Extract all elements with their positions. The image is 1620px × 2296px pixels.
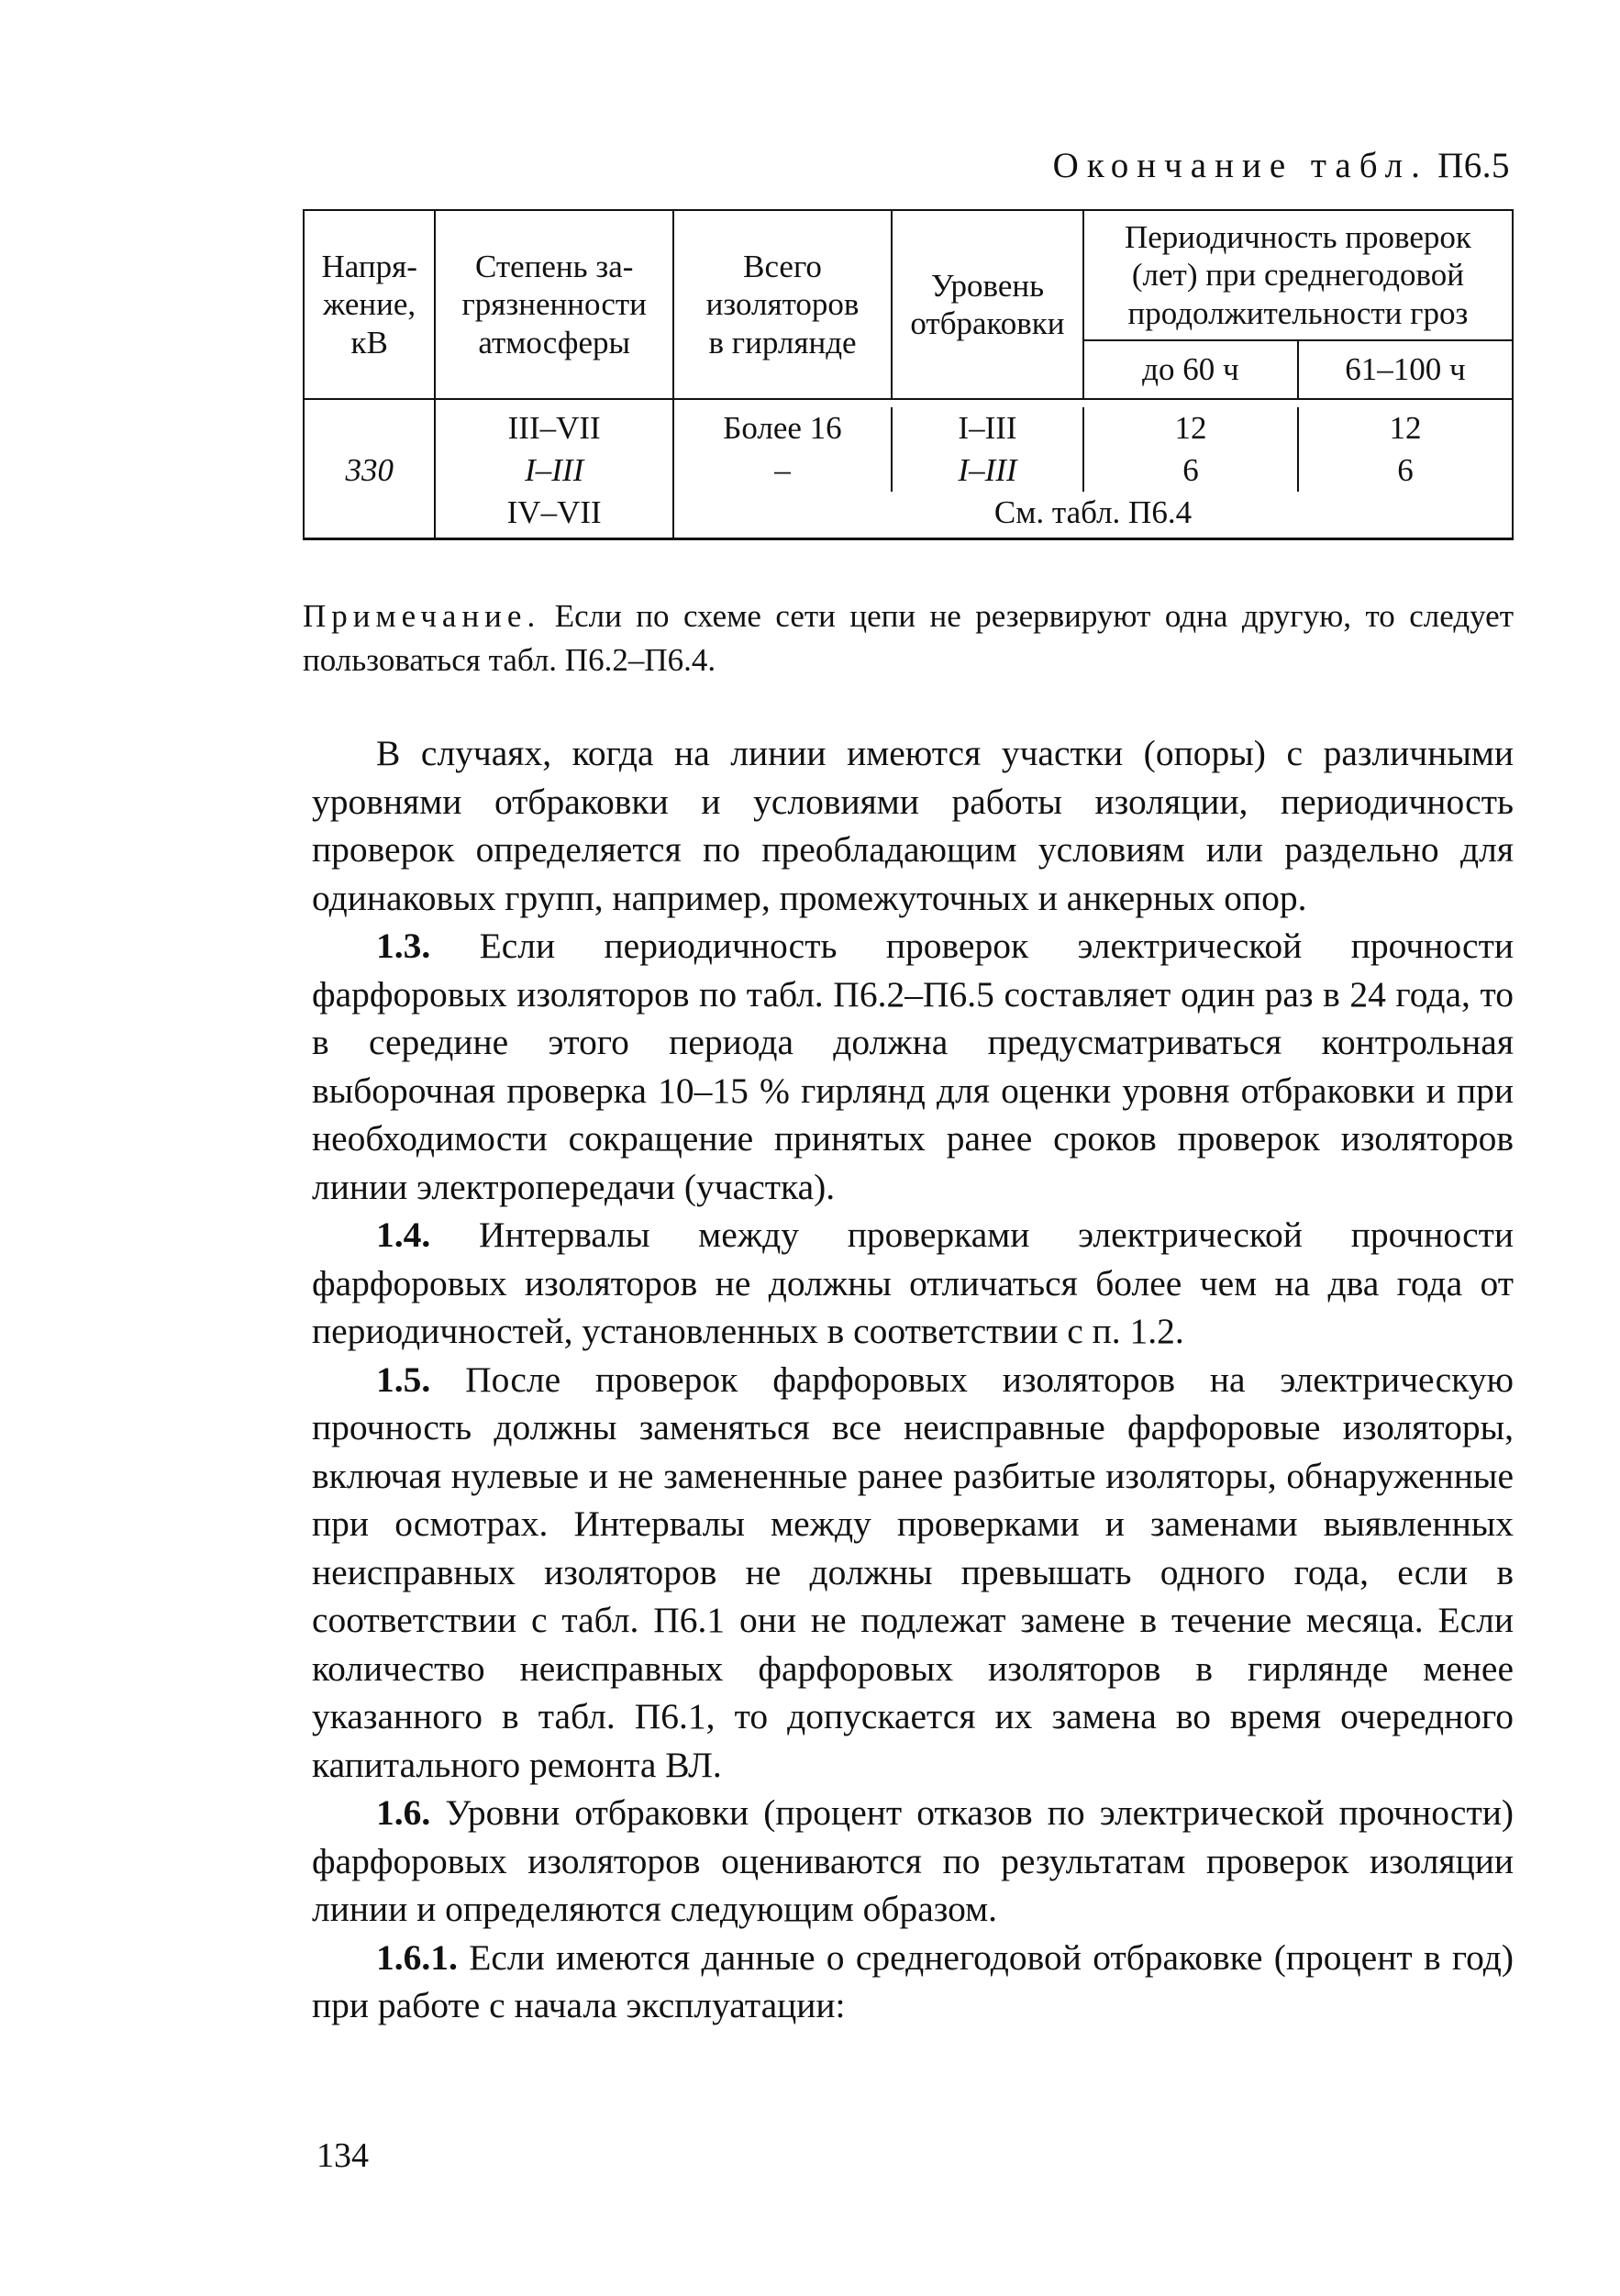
body-text	[312, 729, 1514, 2030]
paragraph-1-4-text: Интервалы между проверками электрической прочности фарфоровых изоляторов не должны отличаться более чем на два года от периодичностей, установленных в соответствии с п. 1.2.	[312, 1215, 1515, 1351]
note-text: Если по схеме сети цепи не резервируют одна другую, то следует пользоваться табл. П6.2–П6.4.	[303, 598, 1515, 678]
header-61-100h: 61–100 ч	[1298, 340, 1513, 399]
paragraph-1-6-number: 1.6.	[376, 1792, 431, 1833]
paragraph-1-6	[312, 1789, 1514, 1934]
period-a-row-2: 6	[1182, 452, 1199, 488]
header-voltage: Напря- жение, кВ	[304, 210, 435, 399]
paragraph-1-4	[312, 1211, 1514, 1356]
header-reject-level: Уровень отбраковки	[892, 210, 1083, 399]
level-row-1: I–III	[891, 407, 1084, 449]
table-note	[303, 594, 1514, 682]
periodicity-table	[303, 209, 1514, 540]
table-caption	[1053, 145, 1510, 186]
paragraph-intro-text: В случаях, когда на линии имеются участки (опоры) с различными уровнями отбраковки и условиями работы изоляции, периодичность проверок определяется по преобладающим условиям или раздельно для одинаковых групп, например, промежуточных и анкерных опор.	[312, 733, 1514, 918]
cell-voltage-330: 330	[304, 399, 435, 539]
cell-pollution-group	[435, 399, 673, 539]
page-number: 134	[316, 2136, 369, 2175]
pollution-row-3: IV–VII	[506, 494, 602, 530]
pollution-row-2: I–III	[525, 452, 584, 488]
total-row-2: –	[774, 452, 791, 488]
paragraph-1-6-1	[312, 1934, 1514, 2030]
pollution-row-1: III–VII	[507, 410, 601, 446]
level-row-2: I–III	[891, 449, 1084, 492]
paragraph-intro	[312, 729, 1514, 922]
paragraph-1-3	[312, 922, 1514, 1211]
table-caption-label: Окончание табл.	[1052, 146, 1428, 185]
period-b-row-1: 12	[1297, 407, 1512, 449]
paragraph-1-4-number: 1.4.	[376, 1215, 431, 1255]
note-label: Примечание.	[303, 598, 541, 634]
paragraph-1-6-text: Уровни отбраковки (процент отказов по электрической прочности) фарфоровых изоляторов оцениваются по результатам проверок изоляции линии и определяются следующим образом.	[312, 1792, 1515, 1929]
header-up-to-60h: до 60 ч	[1083, 340, 1298, 399]
paragraph-1-3-number: 1.3.	[376, 926, 431, 966]
paragraph-1-6-1-number: 1.6.1.	[376, 1936, 458, 1978]
table-caption-number: П6.5	[1437, 146, 1510, 185]
see-table-reference: См. табл. П6.4	[993, 494, 1193, 530]
values-row-1	[674, 407, 1512, 449]
header-pollution: Степень за- грязненности атмосферы	[435, 210, 673, 399]
cell-values-group	[673, 399, 1513, 539]
paragraph-1-3-text: Если периодичность проверок электрической прочности фарфоровых изоляторов по табл. П6.2–П6.5 составляет один раз в 24 года, то в середине этого периода должна предусматриваться контрольная выборочная проверка 10–15 % гирлянд для оценки уровня отбраковки и при необходимости сокращение принятых ранее сроков проверок изоляторов линии электропередачи (участка).	[312, 926, 1514, 1207]
values-row-2	[674, 449, 1512, 492]
paragraph-1-5-text: После проверок фарфоровых изоляторов на электрическую прочность должны заменяться все неисправные фарфоровые изоляторы, включая нулевые и не замененные ранее разбитые изоляторы, обнаруженные при осмотрах. Интервалы между проверками и заменами выявленных неисправных изоляторов не должны превышать одного года, если в соответствии с табл. П6.1 они не подлежат замене в течение месяца. Если количество неисправных фарфоровых изоляторов в гирлянде менее указанного в табл. П6.1, то допускается их замена во время очередного капитального ремонта ВЛ.	[312, 1359, 1514, 1785]
period-a-row-1: 12	[1174, 410, 1207, 446]
paragraph-1-5	[312, 1356, 1514, 1790]
header-periodicity: Периодичность проверок (лет) при среднегодовой продолжительности гроз	[1083, 210, 1513, 340]
paragraph-1-6-1-text: Если имеются данные о среднегодовой отбраковке (процент в год) при работе с начала эксплуатации:	[312, 1936, 1515, 2025]
total-row-1: Более 16	[723, 410, 842, 446]
period-b-row-2: 6	[1297, 449, 1512, 492]
paragraph-1-5-number: 1.5.	[376, 1359, 431, 1400]
header-total-insulators: Всего изоляторов в гирлянде	[673, 210, 892, 399]
